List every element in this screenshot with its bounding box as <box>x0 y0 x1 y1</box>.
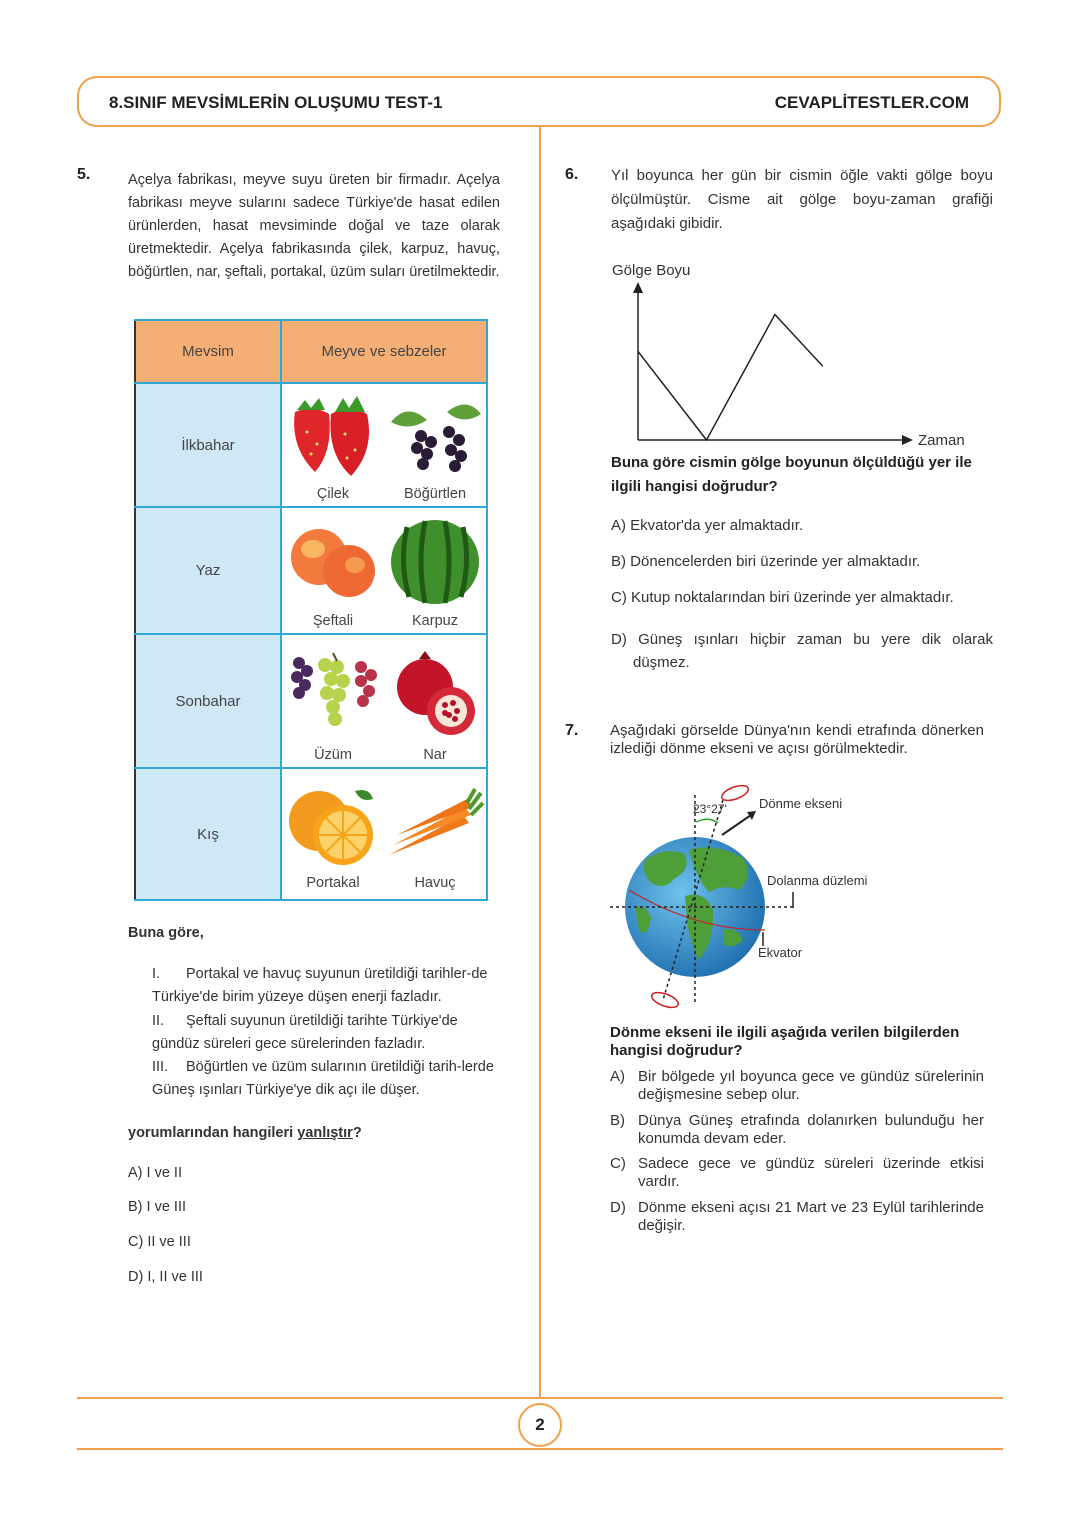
q6-question: Buna göre cismin gölge boyunun ölçüldüğü yer ile ilgili hangisi doğrudur? <box>611 454 972 495</box>
q5-lead: Buna göre, <box>128 925 204 941</box>
equator-label: Ekvator <box>758 945 803 960</box>
table-header-fruits: Meyve ve sebzeler <box>281 320 487 383</box>
fruit-label-karpuz: Karpuz <box>412 613 458 629</box>
statement-number: II. <box>152 1013 165 1029</box>
q6-option-c[interactable]: C) Kutup noktalarından biri üzerinde yer almaktadır. <box>611 589 954 606</box>
axis-angle-arc <box>696 819 718 823</box>
option-text: Dönme ekseni açısı 21 Mart ve 23 Eylül tarihlerinde değişir. <box>638 1199 984 1234</box>
strawberry-image <box>285 392 381 480</box>
statement-text: Şeftali suyunun üretildiği tarihte Türkiye'de gündüz süreleri gece sürelerinden fazladır. <box>152 1013 458 1052</box>
q5-paragraph: Açelya fabrikası, meyve suyu üreten bir firmadır. Açelya fabrikası meyve sularını sadece Türkiye'de hasat edilen ürünlerden, hasat mevsiminde doğal ve taze olarak üretmektedir. Açelya fabrikasında çilek, karpuz, havuç, böğürtlen, nar, şeftali, portakal, üzüm suları üretilmektedir. <box>128 172 500 280</box>
fruit-peach <box>281 507 384 634</box>
axis-pointer-arrowhead-icon <box>747 811 756 820</box>
statement-text: Böğürtlen ve üzüm sularının üretildiği tarih-lerde Güneş ışınları Türkiye'ye dik açı ile düşer. <box>152 1059 494 1098</box>
season-autumn: Sonbahar <box>135 634 281 768</box>
earth-axis-figure <box>605 780 905 1015</box>
q5-statement-3 <box>152 1056 502 1102</box>
orange-image <box>285 785 381 869</box>
option-text: Dünya Güneş etrafında dolanırken bulunduğu her konumda devam eder. <box>638 1112 984 1147</box>
chart-xlabel: Zaman <box>918 432 965 449</box>
orbital-plane-label: Dolanma düzlemi <box>767 873 868 888</box>
q7-number: 7. <box>565 722 579 739</box>
carrot-image <box>385 785 485 869</box>
q5-option-b[interactable]: B) I ve III <box>128 1199 187 1215</box>
shadow-series-line <box>638 315 823 441</box>
question-mark: ? <box>352 1125 362 1141</box>
q5-statement-1 <box>152 963 502 1009</box>
option-text: Sadece gece ve gündüz süreleri üzerinde etkisi vardır. <box>638 1155 984 1190</box>
q7-option-b[interactable] <box>610 1112 984 1148</box>
statement-number: I. <box>152 966 161 982</box>
footer-line-bottom <box>77 1448 1003 1450</box>
option-text: Bir bölgede yıl boyunca gece ve gündüz sürelerinin değişmesine sebep olur. <box>638 1068 984 1103</box>
q5-option-d[interactable]: D) I, II ve III <box>128 1269 203 1285</box>
season-summer: Yaz <box>135 507 281 634</box>
q6-option-d[interactable]: D) Güneş ışınları hiçbir zaman bu yere dik olarak düşmez. <box>611 631 993 671</box>
q6-number: 6. <box>565 166 579 183</box>
option-letter: A) <box>610 1068 625 1085</box>
fruit-orange <box>281 768 384 900</box>
x-axis-arrow <box>902 435 913 445</box>
fruit-label-uzum: Üzüm <box>314 747 352 763</box>
q7-option-c[interactable] <box>610 1155 984 1191</box>
page-header <box>77 76 1001 127</box>
fruit-label-cilek: Çilek <box>316 486 350 502</box>
site-name: CEVAPLİTESTLER.COM <box>774 93 969 112</box>
watermelon-image <box>387 517 483 607</box>
fruit-strawberry <box>281 383 384 507</box>
rotation-arrow-top-icon <box>720 783 750 804</box>
rotation-axis-label: Dönme ekseni <box>759 796 843 811</box>
fruit-label-havuc: Havuç <box>414 875 456 891</box>
y-axis-arrow <box>633 282 643 293</box>
fruit-grape <box>281 634 384 768</box>
q7-question: Dönme ekseni ile ilgili aşağıda verilen bilgilerden hangisi doğrudur? <box>610 1024 960 1059</box>
grape-image <box>285 649 381 741</box>
shadow-length-chart <box>605 255 995 455</box>
q6-option-a[interactable]: A) Ekvator'da yer almaktadır. <box>611 517 804 534</box>
peach-image <box>285 517 381 607</box>
fruit-pomegranate <box>384 634 487 768</box>
q6-paragraph: Yıl boyunca her gün bir cismin öğle vakti gölge boyu ölçülmüştür. Cisme ait gölge boyu-zaman grafiği aşağıdaki gibidir. <box>611 167 993 232</box>
table-header-season: Mevsim <box>135 320 281 383</box>
statement-number: III. <box>152 1059 169 1075</box>
fruit-label-portakal: Portakal <box>306 875 360 891</box>
q6-option-b[interactable]: B) Dönencelerden biri üzerinde yer almaktadır. <box>611 553 921 570</box>
fruit-season-table <box>134 319 488 901</box>
fruit-blackberry <box>384 383 487 507</box>
q7-paragraph: Aşağıdaki görselde Dünya'nın kendi etrafında dönerken izlediği dönme ekseni ve açısı görülmektedir. <box>610 722 984 757</box>
axis-angle-label: 23°27' <box>693 802 727 816</box>
chart-ylabel: Gölge Boyu <box>612 262 691 279</box>
option-letter: B) <box>610 1112 625 1129</box>
season-winter: Kış <box>135 768 281 900</box>
q7-option-d[interactable] <box>610 1199 984 1235</box>
question-text: yorumlarından hangileri <box>128 1125 298 1141</box>
axis-label-pointer <box>722 815 751 835</box>
q5-option-a[interactable]: A) I ve II <box>128 1165 182 1181</box>
fruit-watermelon <box>384 507 487 634</box>
fruit-label-seftali: Şeftali <box>312 613 354 629</box>
fruit-label-bogurtlen: Böğürtlen <box>403 486 467 502</box>
column-divider <box>539 127 541 1399</box>
statement-text: Portakal ve havuç suyunun üretildiği tarihler-de Türkiye'de birim yüzeye düşen enerji fazladır. <box>152 966 488 1005</box>
q5-statement-2 <box>152 1010 502 1056</box>
question-underlined: yanlıştır <box>297 1125 353 1141</box>
q5-number: 5. <box>77 166 91 183</box>
q5-question <box>128 1122 362 1145</box>
blackberry-image <box>387 392 483 480</box>
rotation-arrow-bottom-icon <box>650 990 680 1011</box>
test-title: 8.SINIF MEVSİMLERİN OLUŞUMU TEST-1 <box>109 93 443 112</box>
option-letter: C) <box>610 1155 626 1172</box>
fruit-label-nar: Nar <box>423 747 447 763</box>
q7-option-a[interactable] <box>610 1068 984 1104</box>
option-letter: D) <box>610 1199 626 1216</box>
footer-line-top <box>77 1397 1003 1399</box>
q5-option-c[interactable]: C) II ve III <box>128 1234 191 1250</box>
pomegranate-image <box>387 649 483 741</box>
season-spring: İlkbahar <box>135 383 281 507</box>
page-number: 2 <box>518 1403 562 1447</box>
fruit-carrot <box>384 768 487 900</box>
